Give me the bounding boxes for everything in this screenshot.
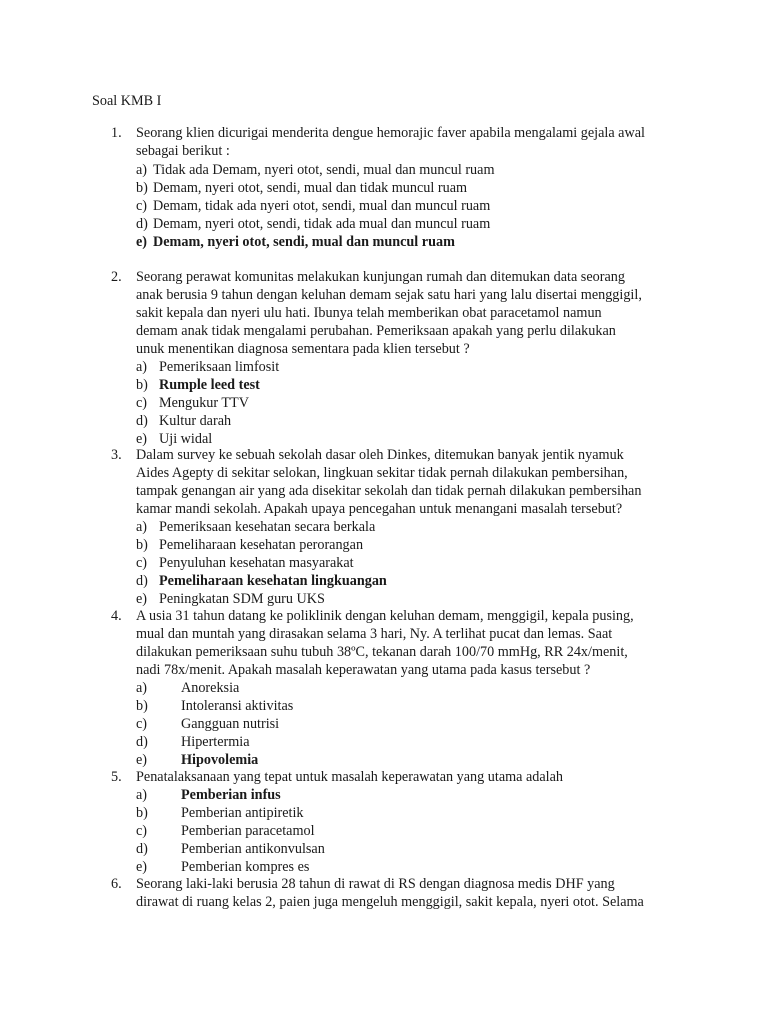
option-text: Hipertermia [181, 734, 250, 750]
option-letter: e) [136, 234, 148, 250]
option-letter: b) [136, 805, 148, 821]
option-text: Rumple leed test [159, 377, 260, 393]
option-letter: c) [136, 716, 148, 732]
option-b [0, 179, 768, 197]
option-a [0, 679, 768, 697]
option-letter: e) [136, 591, 148, 607]
option-d [0, 733, 768, 751]
option-c [0, 554, 768, 572]
question-number: 5. [111, 769, 122, 785]
question-number: 6. [111, 876, 122, 892]
option-c [0, 822, 768, 840]
option-text: Hipovolemia [181, 752, 259, 768]
option-d-correct-answer [0, 572, 768, 590]
option-letter: a) [136, 680, 148, 696]
option-letter: a) [136, 162, 148, 178]
option-text: Gangguan nutrisi [181, 716, 280, 732]
option-e-correct-answer [0, 751, 768, 769]
option-text: Pemberian infus [181, 787, 281, 803]
option-text: Pemeriksaan kesehatan secara berkala [159, 519, 376, 535]
option-c [0, 197, 768, 215]
page-title: Soal KMB I [92, 93, 162, 109]
option-letter: b) [136, 180, 148, 196]
question-3-options [0, 518, 768, 608]
option-letter: e) [136, 752, 148, 768]
option-a [0, 161, 768, 179]
option-text: Demam, nyeri otot, sendi, mual dan muncul ruam [153, 234, 455, 250]
option-text: Pemeriksaan limfosit [159, 359, 280, 375]
option-a-correct-answer [0, 786, 768, 804]
option-text: Tidak ada Demam, nyeri otot, sendi, mual dan muncul ruam [153, 162, 495, 178]
option-e [0, 590, 768, 608]
option-text: Kultur darah [159, 413, 232, 429]
option-text: Penyuluhan kesehatan masyarakat [159, 555, 354, 571]
option-letter: c) [136, 198, 148, 214]
option-letter: c) [136, 555, 148, 571]
option-text: Pemeliharaan kesehatan lingkuangan [159, 573, 387, 589]
option-letter: a) [136, 519, 148, 535]
option-letter: d) [136, 734, 148, 750]
option-d [0, 412, 768, 430]
option-text: Demam, nyeri otot, sendi, mual dan tidak muncul ruam [153, 180, 468, 196]
option-letter: d) [136, 413, 148, 429]
option-letter: d) [136, 573, 148, 589]
option-text: Intoleransi aktivitas [181, 698, 294, 714]
option-letter: b) [136, 537, 148, 553]
question-1-options [0, 161, 768, 251]
question-4-options [0, 679, 768, 769]
option-text: Mengukur TTV [159, 395, 249, 411]
option-text: Demam, nyeri otot, sendi, tidak ada mual dan muncul ruam [153, 216, 491, 232]
option-letter: c) [136, 823, 148, 839]
option-letter: a) [136, 787, 148, 803]
option-a [0, 358, 768, 376]
option-letter: d) [136, 216, 148, 232]
question-text: A usia 31 tahun datang ke poliklinik dengan keluhan demam, menggigil, kepala pusing, mual dan muntah yang dirasakan selama 3 hari, Ny. A terlihat pucat dan lemas. Saat dilakukan pemeriksaan suhu tubuh 38ºC, tekanan darah 100/70 mmHg, RR 24x/menit, nadi 78x/menit. Apakah masalah keperawatan yang utama pada kasus tersebut ? [136, 608, 634, 678]
question-text: Seorang perawat komunitas melakukan kunjungan rumah dan ditemukan data seorang anak berusia 9 tahun dengan keluhan demam sejak satu hari yang lalu disertai menggigil, sakit kepala dan nyeri ulu hati. Ibunya telah memberikan obat paracetamol namun demam anak tidak mengalami perubahan. Pemeriksaan apakah yang perlu dilakukan unuk menentikan diagnosa sementara pada klien tersebut ? [136, 269, 642, 357]
question-text: Penatalaksanaan yang tepat untuk masalah keperawatan yang utama adalah [136, 769, 564, 785]
question-number: 4. [111, 608, 122, 624]
option-d [0, 840, 768, 858]
option-b-correct-answer [0, 376, 768, 394]
option-text: Pemberian antipiretik [181, 805, 304, 821]
option-b [0, 536, 768, 554]
question-5-options [0, 786, 768, 876]
option-text: Demam, tidak ada nyeri otot, sendi, mual dan muncul ruam [153, 198, 491, 214]
question-number: 3. [111, 447, 122, 463]
option-b [0, 697, 768, 715]
option-text: Pemberian antikonvulsan [181, 841, 325, 857]
option-text: Peningkatan SDM guru UKS [159, 591, 325, 607]
option-d [0, 215, 768, 233]
option-letter: a) [136, 359, 148, 375]
question-number: 1. [111, 125, 122, 141]
option-letter: d) [136, 841, 148, 857]
option-text: Anoreksia [181, 680, 240, 696]
option-e-correct-answer [0, 233, 768, 251]
option-letter: e) [136, 431, 148, 447]
option-e [0, 858, 768, 876]
option-text: Uji widal [159, 431, 213, 447]
option-c [0, 394, 768, 412]
option-c [0, 715, 768, 733]
question-text: Seorang klien dicurigai menderita dengue hemorajic faver apabila mengalami gejala awal sebagai berikut : [136, 125, 645, 159]
option-letter: e) [136, 859, 148, 875]
option-letter: c) [136, 395, 148, 411]
option-text: Pemberian kompres es [181, 859, 310, 875]
option-a [0, 518, 768, 536]
question-text: Dalam survey ke sebuah sekolah dasar oleh Dinkes, ditemukan banyak jentik nyamuk Aides Agepty di sekitar selokan, lingkuan sekitar tidak pernah dilakukan pembersihan, tampak genangan air yang ada disekitar sekolah dan tidak pernah dilakukan pembersihan kamar mandi sekolah. Apakah upaya pencegahan untuk menangani masalah tersebut? [136, 447, 642, 517]
question-2-options [0, 358, 768, 448]
option-letter: b) [136, 698, 148, 714]
option-text: Pemberian paracetamol [181, 823, 315, 839]
question-number: 2. [111, 269, 122, 285]
question-text: Seorang laki-laki berusia 28 tahun di rawat di RS dengan diagnosa medis DHF yang dirawat di ruang kelas 2, paien juga mengeluh menggigil, sakit kepala, nyeri otot. Selama [136, 876, 644, 910]
option-letter: b) [136, 377, 148, 393]
option-text: Pemeliharaan kesehatan perorangan [159, 537, 364, 553]
option-b [0, 804, 768, 822]
